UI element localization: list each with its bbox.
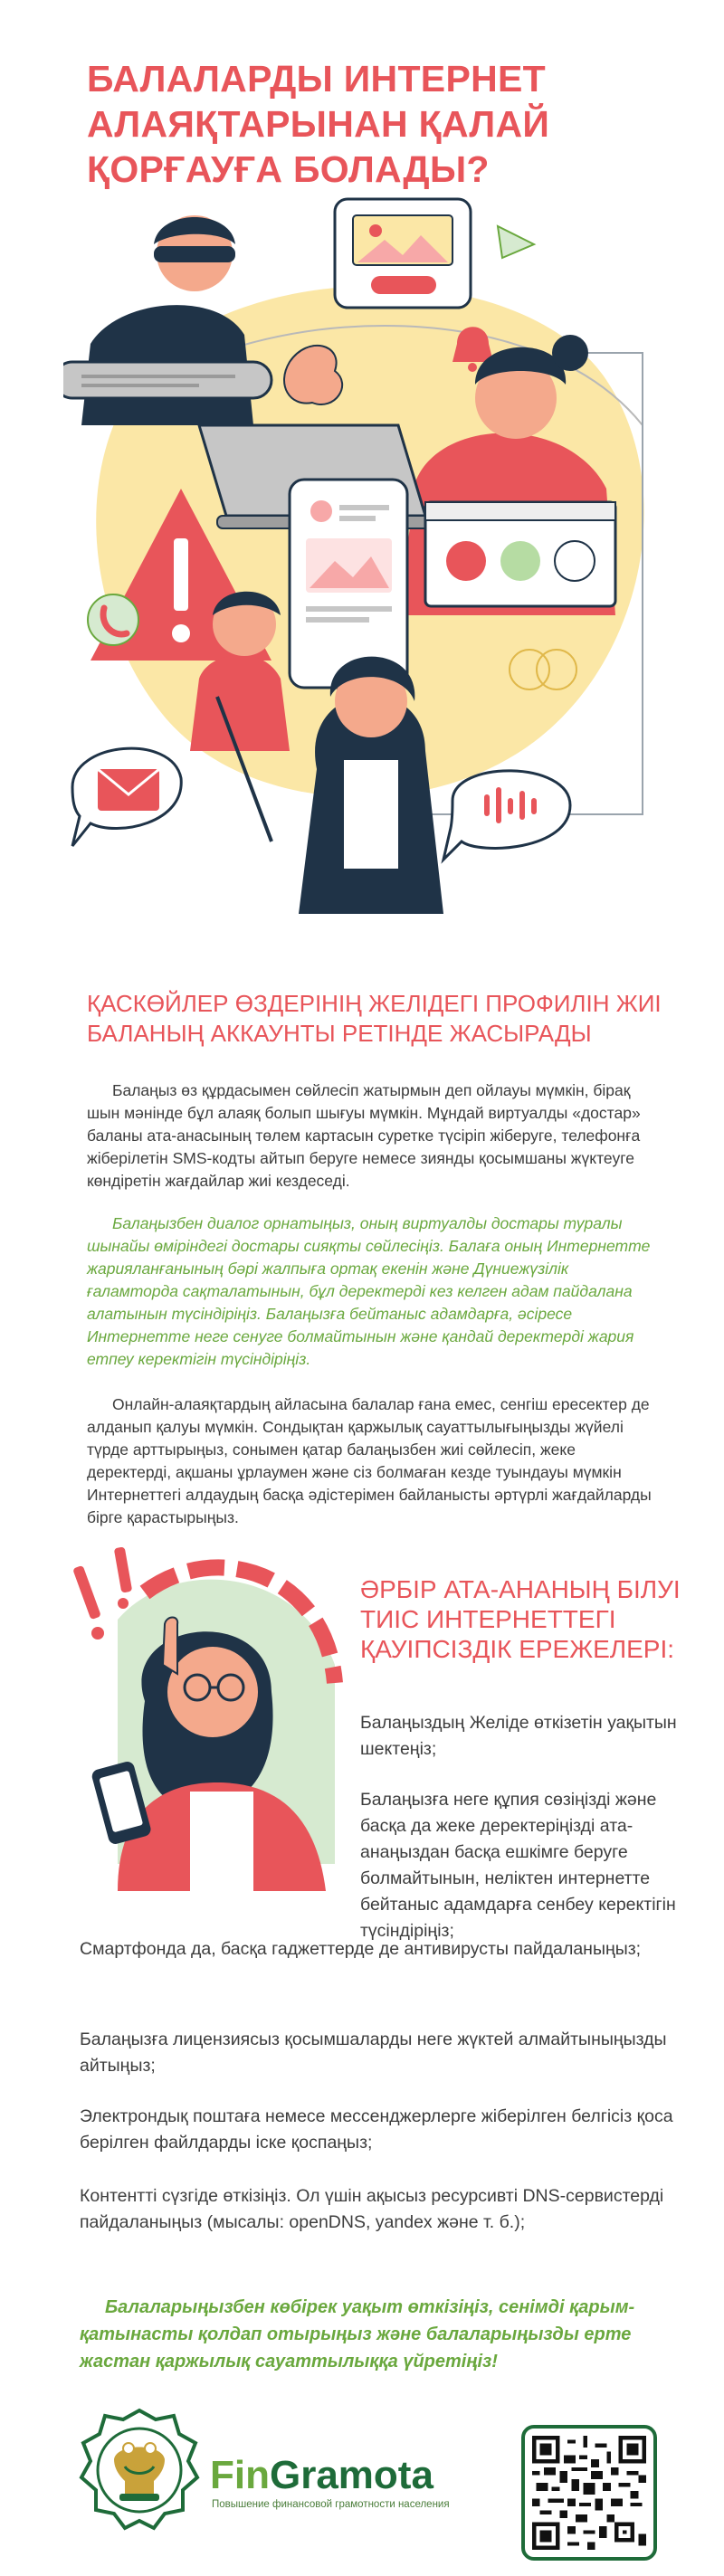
mail-icon [72,748,181,846]
hero-illustration [63,190,688,914]
rule-item: Балаңыздың Желіде өткізетін уақытын шектеңіз; [360,1713,677,1759]
qr-code[interactable] [521,2425,657,2561]
paragraph-1: Балаңыз өз құрдасымен сөйлесіп жатырмын деп ойлауы мүмкін, бірақ шын мәнінде бұл алаяқ болып шығуы мүмкін. Мұндай виртуалды «достар» баланы ата-анасының төлем картасын суретке түсіріп жіберуге, телефонға жіберілетін SMS-кодты айтып беруге немесе зиянды қосымшаны жүктеуге көндіретін жағдайлар жиі кездеседі. [87,1081,641,1190]
closing-message: Балаларыңызбен көбірек уақыт өткізіңіз, сенімді қарым-қатынасты қолдап отырыңыз және балаларыңызды ерте жастан қаржылық сауаттылыққа үйретіңіз! [80,2297,635,2372]
emblem-logo [76,2407,203,2533]
rule-item: Контентті сүзгіде өткізіңіз. Ол үшін ақысыз ресурсивті DNS-сервистерді пайдаланыңыз (мысалы: openDNS, yandex және т. б.); [80,2186,664,2232]
raised-finger [163,1618,177,1675]
section-heading: ҚАСКӨЙЛЕР ӨЗДЕРІНІҢ ЖЕЛІДЕГІ ПРОФИЛІН ЖИІ БАЛАНЫҢ АККАУНТЫ РЕТІНДЕ ЖАСЫРАДЫ [87,990,662,1047]
mother-face [167,1647,258,1737]
triangle-decor [498,226,534,258]
page-title: БАЛАЛАРДЫ ИНТЕРНЕТ АЛАЯҚТАРЫНАН ҚАЛАЙ ҚОРҒАУҒА БОЛАДЫ? [87,58,550,190]
browser-window-icon [425,502,615,606]
rule-item: Электрондық поштаға немесе мессенджерлерге жіберілген белгісіз қоса берілген файлдарды іске қоспаңыз; [80,2106,673,2153]
mother-with-phone-illustration [63,1538,353,1891]
rule-item: Балаңызға лицензиясыз қосымшаларды неге жүктей алмайтыныңызды айтыңыз; [80,2029,667,2076]
rule-item: Смартфонда да, басқа гаджеттерде де антивирусты пайдаланыңыз; [80,1939,642,1959]
tip-paragraph: Балаңызбен диалог орнатыңыз, оның виртуалды достары туралы шынайы өміріндегі достары сияқты сөйлесіңіз. Балаға оның Интернетте жарияланғанының бәрі жалпыға ортақ екенін және Дүниежүзілік ғаламторда сақталатынын, бұл деректерді кез келген адам пайдалана алатынын түсіндіріңіз. Балаңызға бейтаныс адамдарға, әсіресе Интернетте неге сенуге болмайтынын және қандай деректерді жария етпеу керектігін түсіндіріңіз. [87,1214,651,1368]
image-card-icon [335,199,471,308]
voice-message-icon [443,771,570,860]
rules-heading: ӘРБІР АТА-АНАНЫҢ БІЛУІ ТИІС ИНТЕРНЕТТЕГІ ҚАУІПСІЗДІК ЕРЕЖЕЛЕРІ: [360,1575,681,1663]
qr-code-icon [532,2436,646,2550]
brand-fin: Fin [210,2453,270,2497]
brand-gramota: Gramota [269,2453,433,2497]
phone-icon [290,480,407,688]
paragraph-3: Онлайн-алаяқтардың айласына балалар ғана емес, сенгіш ересектер де алданып қалуы мүмкін. Сондықтан қаржылық сауаттылығыңызды жүйелі түрде арттырыңыз, сонымен қатар балаңызбен жиі сөйлесіп, жеке деректерді, ақшаны ұрлаумен және сіз болмаған кезде туындауы мүмкін Интернеттегі алдаудың басқа әдістерімен байланысты әртүрлі жағдайларды бірге қарастырыңыз. [87,1395,652,1526]
rule-item: Балаңызға неге құпия сөзіңізді және басқа да жеке деректеріңізді ата-анаңыздан басқа ешкімге беруге болмайтынын, неліктен интернетте бейтаныс адамдарға сенбеу керектігін түсіндіріңіз; [360,1790,676,1941]
apron [190,1792,253,1891]
fingramota-logo [210,2454,433,2497]
call-icon [88,594,138,645]
brand-tagline: Повышение финансовой грамотности населения [212,2499,450,2510]
